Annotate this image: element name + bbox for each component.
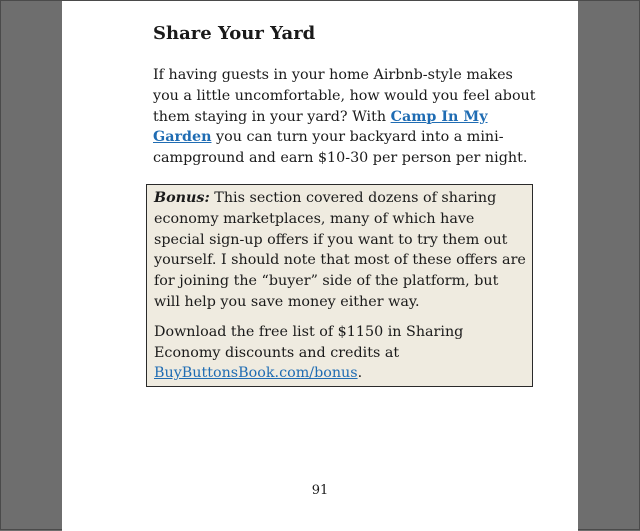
download-paragraph — [154, 322, 526, 384]
paragraph-text-start: If having guests in your home Airbnb-style makes you a little uncomfortable, how would you feel about them staying in your yard? With — [153, 67, 536, 125]
page-number: 91 — [311, 483, 329, 498]
bonus-paragraph — [154, 188, 526, 313]
bonus-body: This section covered dozens of sharing economy marketplaces, many of which have special sign-up offers if you want to try them out yourself. I should note that most of these offers are for joining the “buyer” side of the platform, but will help you save money either way. — [154, 190, 526, 310]
book-page — [62, 1, 578, 531]
download-text: Download the free list of $1150 in Sharing Economy discounts and credits at — [154, 323, 464, 361]
camp-in-my-garden-link[interactable]: Camp In My Garden — [153, 108, 488, 146]
section-heading: Share Your Yard — [153, 23, 316, 44]
download-end: . — [357, 365, 363, 382]
bonus-callout-box — [146, 184, 533, 387]
paragraph-text-end: you can turn your backyard into a mini-campground and earn $10-30 per person per night. — [153, 129, 528, 167]
bonus-download-link[interactable]: BuyButtonsBook.com/bonus — [154, 365, 358, 382]
section-paragraph — [153, 65, 538, 169]
bonus-label: Bonus: — [154, 190, 210, 206]
